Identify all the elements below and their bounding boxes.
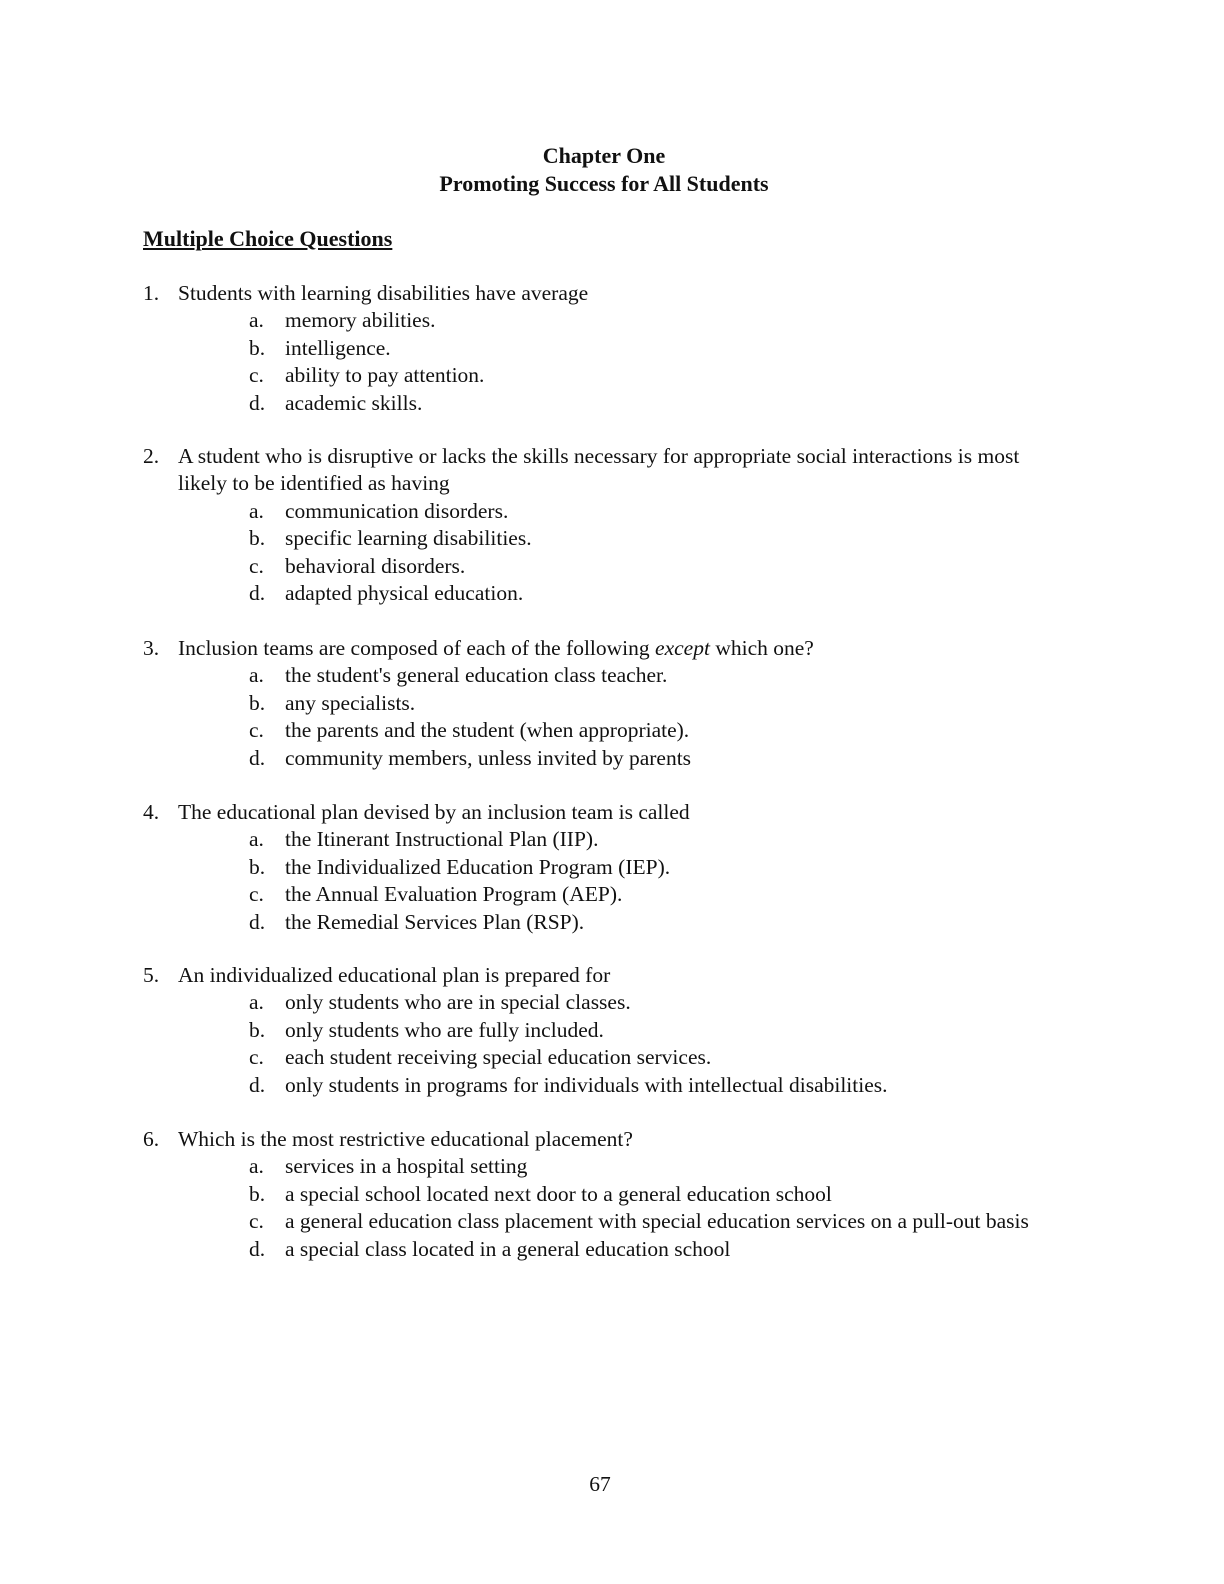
question-number: 1. [143,281,160,305]
question-stem: A student who is disruptive or lacks the skills necessary for appropriate social interactions is most likely to be identified as having [178,444,1020,496]
choice-letter: c. [249,1045,264,1070]
choice-letter: b. [249,1017,266,1042]
choice-text: the Annual Evaluation Program (AEP). [285,882,623,907]
question-6 [143,1126,1073,1263]
choice-a [143,1153,1075,1180]
choice-text: specific learning disabilities. [285,526,532,551]
choice-text: services in a hospital setting [285,1154,528,1179]
question-stem-row [143,1126,1073,1153]
question-number: 3. [143,636,160,660]
choice-list [143,307,1073,417]
choice-letter: a. [249,308,264,333]
question-stem-row [143,799,1073,826]
choice-c [143,717,1075,744]
choice-a [143,307,1075,334]
question-stem-row [143,635,1073,662]
chapter-title: Promoting Success for All Students [439,171,769,196]
choice-d [143,909,1075,936]
choice-d [143,1072,1075,1099]
page-number: 67 [589,1472,611,1496]
question-stem: An individualized educational plan is prepared for [178,963,611,987]
section-heading: Multiple Choice Questions [143,226,393,251]
choice-text: ability to pay attention. [285,363,485,388]
choice-letter: a. [249,498,264,523]
choice-c [143,881,1075,908]
choice-b [143,690,1075,717]
choice-list [143,498,1073,608]
choice-letter: b. [249,854,266,879]
choice-letter: d. [249,1072,266,1097]
choice-a [143,826,1075,853]
choice-c [143,1208,1075,1235]
choice-letter: d. [249,1236,266,1261]
choice-text: behavioral disorders. [285,553,466,578]
question-stem: Which is the most restrictive educational placement? [178,1127,633,1151]
choice-letter: c. [249,553,264,578]
choice-letter: a. [249,663,264,688]
choice-b [143,1181,1075,1208]
question-number: 5. [143,963,160,987]
choice-text: academic skills. [285,390,423,415]
choice-d [143,580,1075,607]
choice-letter: c. [249,882,264,907]
choice-letter: d. [249,745,266,770]
choice-b [143,335,1075,362]
choice-text: adapted physical education. [285,581,524,606]
choice-letter: d. [249,581,266,606]
choice-list [143,826,1073,936]
choice-a [143,662,1075,689]
question-stem-row [143,280,1073,307]
question-stem [178,636,814,660]
chapter-label: Chapter One [542,143,666,168]
choice-letter: b. [249,1181,266,1206]
question-stem: The educational plan devised by an inclusion team is called [178,800,690,824]
question-stem: Students with learning disabilities have average [178,281,589,305]
choice-letter: b. [249,690,266,715]
choice-list [143,989,1073,1099]
choice-text: a special school located next door to a general education school [285,1181,832,1206]
choice-text: communication disorders. [285,498,509,523]
choice-letter: b. [249,526,266,551]
choice-text: memory abilities. [285,308,436,333]
choice-list [143,1153,1073,1263]
question-stem-row [143,443,1073,498]
question-1 [143,280,1073,417]
question-stem-emphasis: except [655,636,710,660]
choice-c [143,1044,1075,1071]
choice-b [143,525,1075,552]
question-number: 6. [143,1127,160,1151]
choice-letter: c. [249,718,264,743]
choice-text: only students who are fully included. [285,1017,604,1042]
question-5 [143,962,1073,1099]
choice-text: a general education class placement with special education services on a pull-out basis [285,1209,1029,1234]
choice-letter: a. [249,827,264,852]
question-stem-end: which one? [709,636,814,660]
choice-d [143,390,1075,417]
choice-text: community members, unless invited by parents [285,745,692,770]
question-4 [143,799,1073,936]
choice-text: the Remedial Services Plan (RSP). [285,909,585,934]
choice-c [143,362,1075,389]
choice-a [143,989,1075,1016]
choice-letter: b. [249,335,266,360]
choice-text: only students in programs for individuals with intellectual disabilities. [285,1072,888,1097]
question-number: 4. [143,800,160,824]
chapter-header [0,142,1208,198]
question-2 [143,443,1073,607]
choice-c [143,553,1075,580]
question-3 [143,635,1073,772]
choice-text: the Itinerant Instructional Plan (IIP). [285,827,599,852]
choice-list [143,662,1073,772]
choice-letter: c. [249,1209,264,1234]
choice-text: the Individualized Education Program (IEP). [285,854,671,879]
choice-text: each student receiving special education services. [285,1045,712,1070]
choice-letter: c. [249,363,264,388]
question-number: 2. [143,444,160,468]
choice-text: the parents and the student (when appropriate). [285,718,690,743]
choice-a [143,498,1075,525]
choice-text: only students who are in special classes. [285,990,631,1015]
choice-text: any specialists. [285,690,416,715]
choice-text: a special class located in a general education school [285,1236,731,1261]
choice-text: the student's general education class teacher. [285,663,668,688]
question-stem-start: Inclusion teams are composed of each of the following [178,636,656,660]
choice-d [143,745,1075,772]
choice-text: intelligence. [285,335,391,360]
choice-d [143,1236,1075,1263]
question-stem-row [143,962,1073,989]
choice-letter: d. [249,909,266,934]
choice-letter: a. [249,990,264,1015]
choice-letter: d. [249,390,266,415]
choice-b [143,1017,1075,1044]
choice-letter: a. [249,1154,264,1179]
choice-b [143,854,1075,881]
